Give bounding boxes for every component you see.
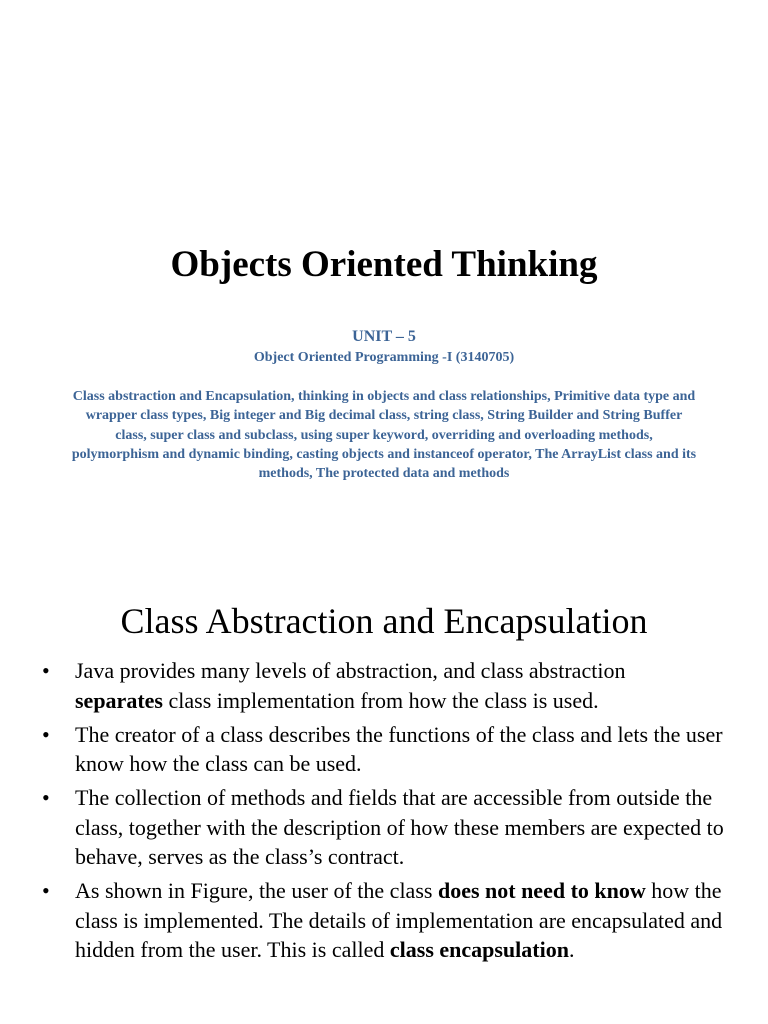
bullet-icon: • (42, 785, 50, 810)
bullet-bold-text: separates (75, 687, 163, 713)
bullet-text: how the class is implemented. The details of implementation are encapsulated and hidden from the user. This is called (75, 878, 723, 962)
course-name: Object Oriented Programming -I (3140705) (253, 350, 515, 365)
bullet-item (0, 876, 768, 965)
bullet-bold-text: does not need to know (437, 878, 646, 903)
bullet-item (0, 783, 768, 872)
bullet-text: . (568, 937, 575, 962)
bullet-icon: • (42, 721, 50, 747)
bullet-text: The creator of a class describes the functions of the class and lets the user know how the class can be used. (75, 721, 723, 776)
bullet-list (0, 656, 768, 969)
content-slide (0, 580, 768, 1024)
bullet-text: Java provides many levels of abstraction, and class abstraction (75, 658, 626, 683)
bullet-item (0, 720, 768, 779)
bullet-text: The collection of methods and fields that are accessible from outside the class, together with the description of how these members are expected to behave, serves as the class’s contract. (75, 785, 724, 869)
unit-label: UNIT – 5 (352, 328, 416, 345)
bullet-text: As shown in Figure, the user of the class (75, 878, 438, 903)
bullet-text: class implementation from how the class is used. (162, 687, 599, 713)
bullet-item (0, 656, 768, 715)
syllabus-text: Class abstraction and Encapsulation, thinking in objects and class relationships, Primitive data type and wrapper class types, Big integer and Big decimal class, string class, String Builder and String Buffer class, super class and subclass, using super keyword, overriding and overloading methods, polymorphism and dynamic binding, casting objects and instanceof operator, The ArrayList class and its methods, The protected data and methods (71, 389, 697, 482)
bullet-icon: • (42, 878, 50, 903)
section-heading: Class Abstraction and Encapsulation (120, 601, 648, 641)
slide-title: Objects Oriented Thinking (170, 244, 598, 285)
bullet-bold-text: class encapsulation (389, 937, 569, 962)
bullet-icon: • (42, 658, 50, 683)
